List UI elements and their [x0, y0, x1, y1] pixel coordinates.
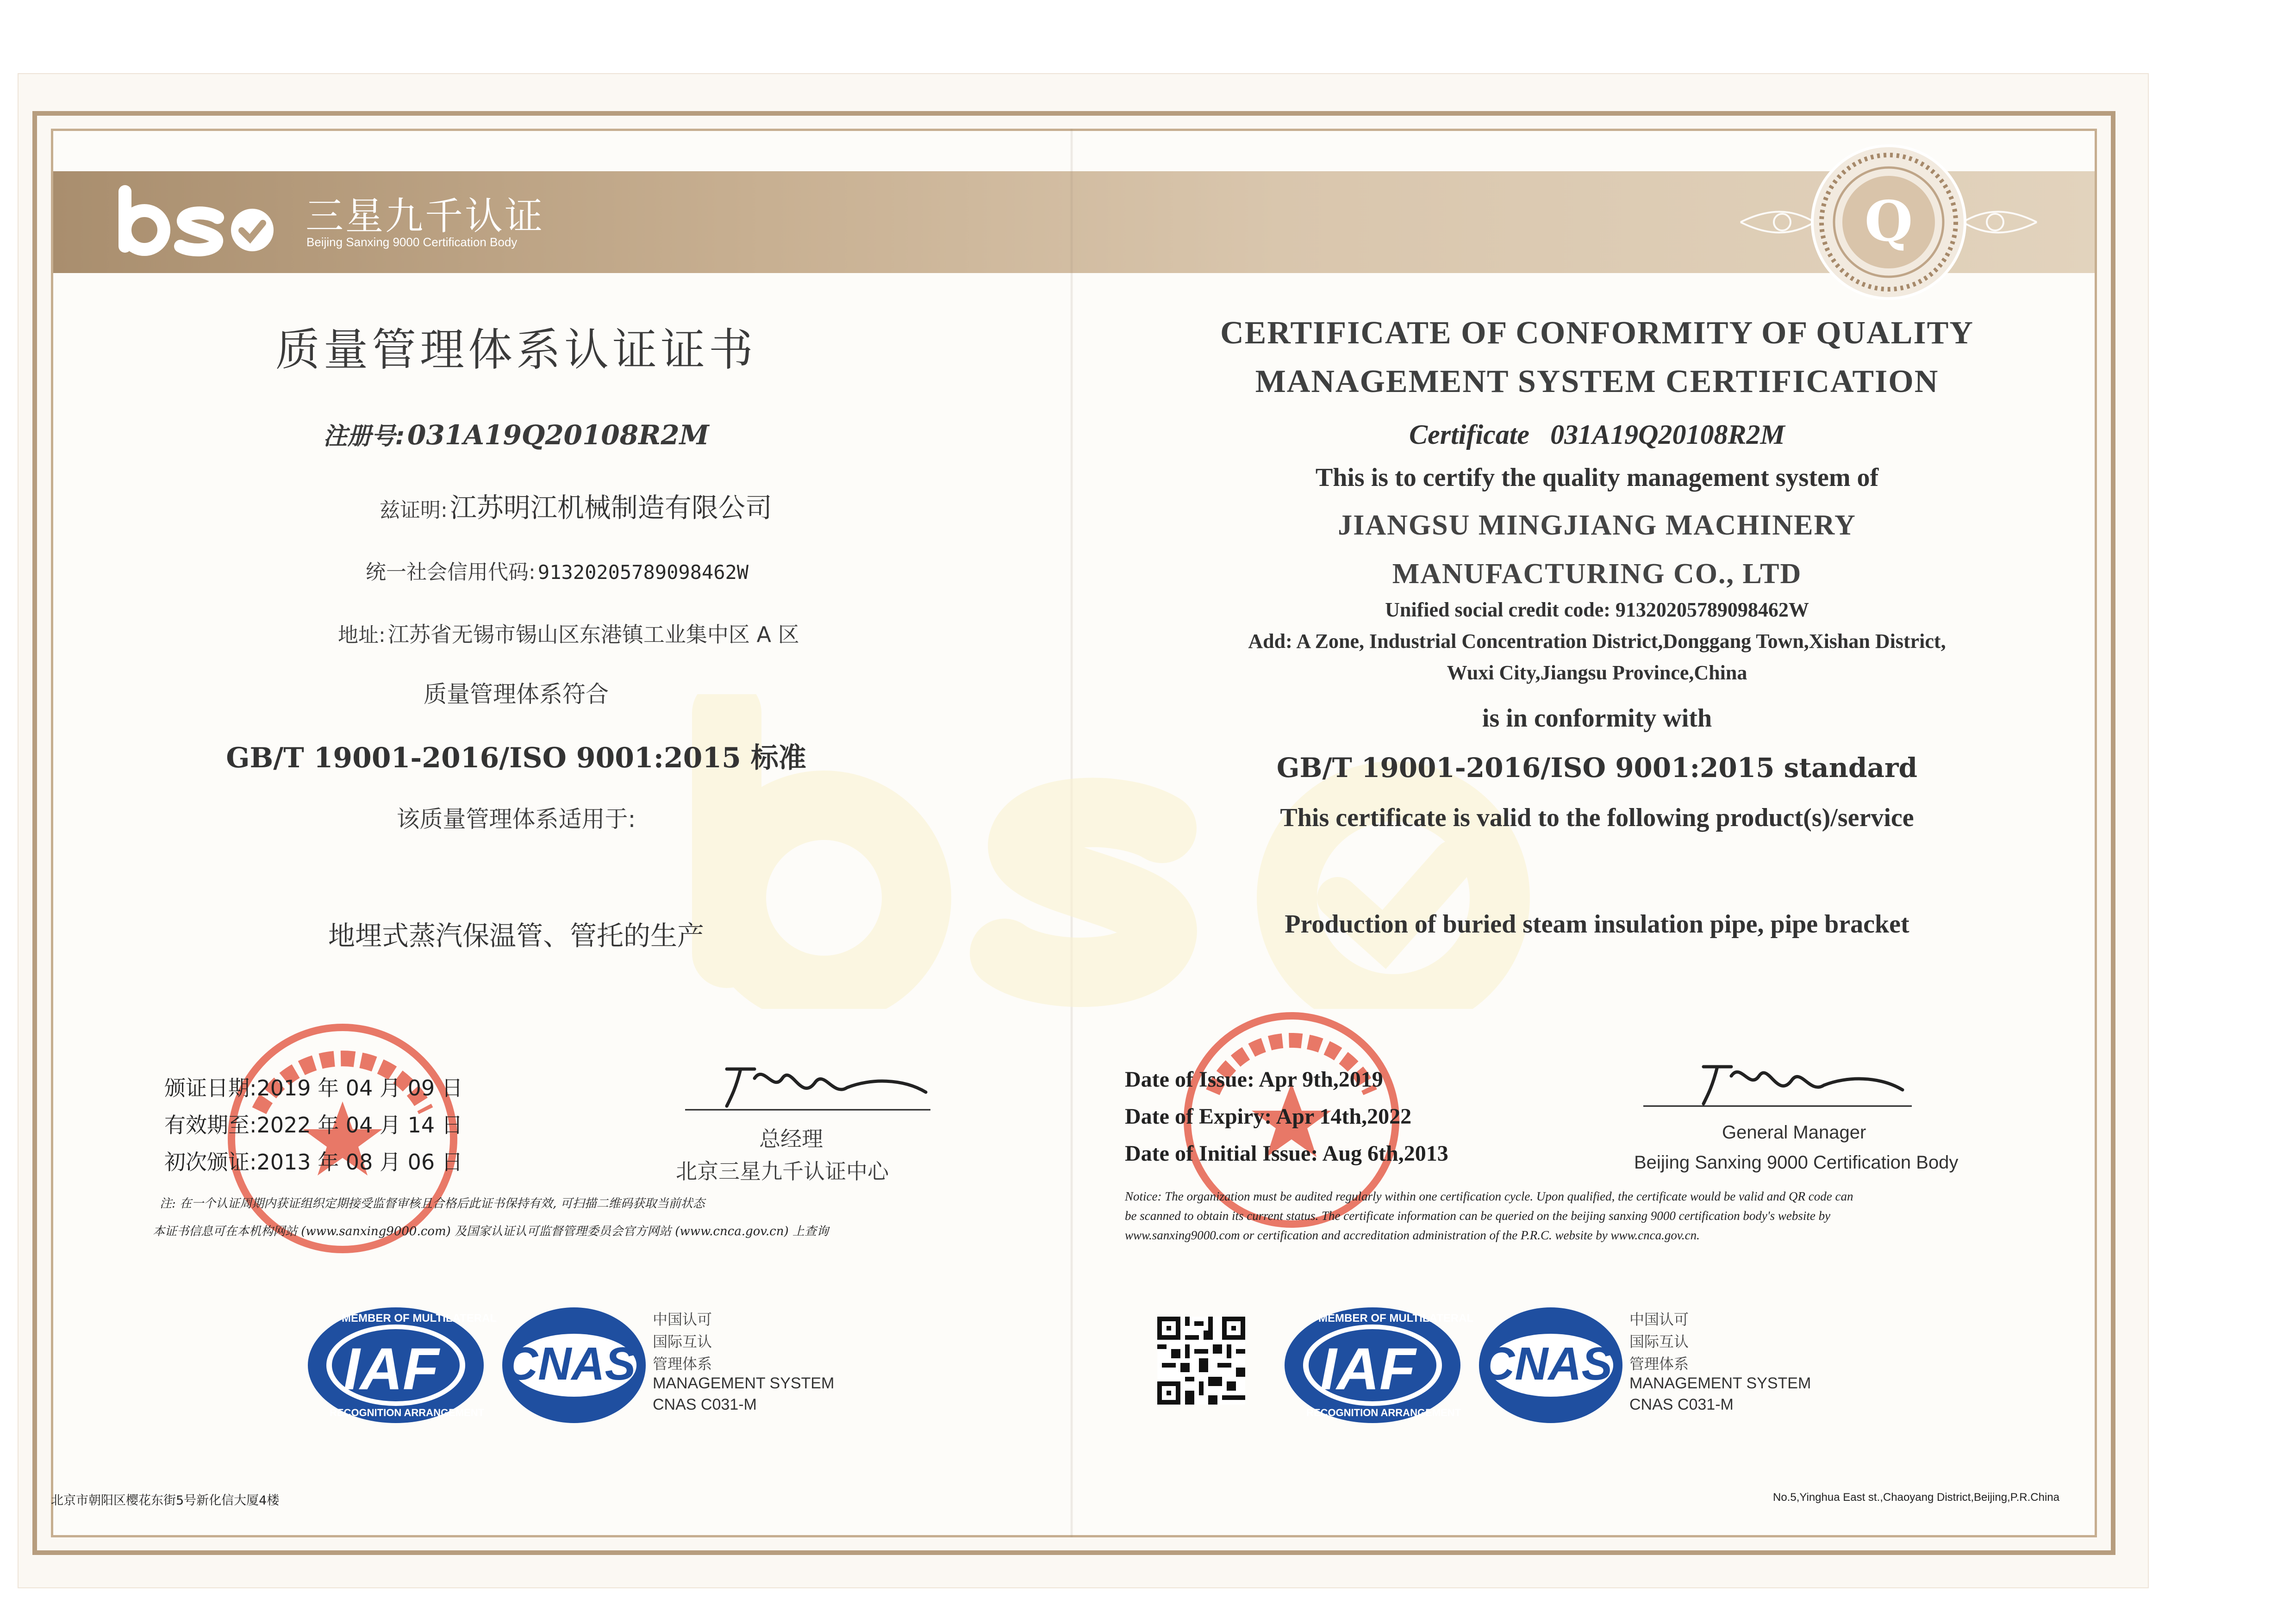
cn-certify-label: 兹证明: [380, 498, 448, 522]
cn-expiry-label: 有效期至: [164, 1113, 257, 1138]
bsc-logo-icon [111, 181, 278, 260]
cn-scope: 地埋式蒸汽保温管、管托的生产 [328, 920, 704, 951]
cn-footer-address: 北京市朝阳区樱花东街5号新化信大厦4楼 [51, 1493, 280, 1508]
en-cert-label: Certificate [1409, 419, 1530, 450]
en-valid-text: This certificate is valid to the following product(s)/service [1280, 803, 1914, 832]
acc-cn-line2: 国际互认 [653, 1333, 712, 1350]
cn-title: 质量管理体系认证证书 [275, 324, 757, 376]
cn-signer-org: 北京三星九千认证中心 [676, 1159, 889, 1184]
iaf-ring-top-right: MEMBER OF MULTILATERAL [1318, 1312, 1474, 1325]
cn-certify-row [380, 486, 772, 525]
en-company-line2: MANUFACTURING CO., LTD [1392, 558, 1802, 590]
acc-en-line1-right: MANAGEMENT SYSTEM [1629, 1374, 1811, 1392]
cn-initial-row [164, 1145, 463, 1176]
cn-expiry-date: 2022 年 04 月 14 日 [256, 1113, 463, 1138]
cn-address-label: 地址: [338, 623, 386, 647]
cn-issue-date: 2019 年 04 月 09 日 [256, 1076, 463, 1101]
acc-cn-line1: 中国认可 [653, 1311, 712, 1328]
cn-note-line1: 注: 在一个认证周期内获证组织定期接受监督审核且合格后此证书保持有效, 可扫描二维码获取当前状态 [160, 1197, 705, 1211]
cn-credit-code: 91320205789098462W [537, 561, 749, 584]
cn-initial-date: 2013 年 08 月 06 日 [256, 1150, 463, 1175]
svg-text:Q: Q [1864, 189, 1913, 254]
cnas-text-right: CNAS [1481, 1338, 1613, 1390]
handwritten-signature-right-icon [1643, 1048, 1921, 1113]
en-scope: Production of buried steam insulation pipe, pipe bracket [1285, 910, 1909, 939]
iaf-text: IAF [343, 1336, 439, 1402]
en-cert-row [1129, 419, 2065, 451]
acc-en-line1: MANAGEMENT SYSTEM [653, 1374, 835, 1392]
iaf-ring-bottom-right: RECOGNITION ARRANGEMENT [1306, 1407, 1461, 1418]
cn-reg-row [111, 417, 921, 451]
brand-name-en: Beijing Sanxing 9000 Certification Body [306, 235, 518, 249]
en-signer-title: General Manager [1722, 1122, 1866, 1143]
acc-cn-line3-right: 管理体系 [1629, 1355, 1689, 1373]
cn-initial-label: 初次颁证: [164, 1150, 257, 1175]
en-address-line1: Add: A Zone, Industrial Concentration District,Donggang Town,Xishan District, [1248, 630, 1946, 653]
en-standard: GB/T 19001-2016/ISO 9001:2015 standard [1276, 752, 1918, 784]
handwritten-signature-icon [685, 1051, 935, 1115]
en-initial: Date of Initial Issue: Aug 6th,2013 [1125, 1141, 1448, 1166]
en-certify-text: This is to certify the quality management system of [1315, 463, 1879, 492]
acc-cn-line2-right: 国际互认 [1629, 1333, 1689, 1350]
iaf-ring-bottom: RECOGNITION ARRANGEMENT [330, 1407, 485, 1418]
cn-credit-label: 统一社会信用代码: [366, 560, 536, 584]
cn-standard: GB/T 19001-2016/ISO 9001:2015 标准 [226, 742, 806, 774]
en-signer-org: Beijing Sanxing 9000 Certification Body [1634, 1152, 1959, 1173]
acc-en-line2: CNAS C031-M [653, 1396, 757, 1413]
cn-reg-label: 注册号: [323, 423, 405, 450]
cn-scope-intro: 该质量管理体系适用于: [396, 806, 636, 833]
en-issue: Date of Issue: Apr 9th,2019 [1125, 1067, 1383, 1092]
cn-conform-text: 质量管理体系符合 [424, 681, 609, 708]
en-note-line2: be scanned to obtain its current status. The certificate information can be queried on the beijing sanxing 9000 certification body's website by [1125, 1209, 1831, 1223]
qr-code-icon[interactable] [1157, 1317, 1245, 1405]
q-medal-icon [1731, 139, 2046, 305]
en-cert-no: 031A19Q20108R2M [1550, 419, 1785, 450]
en-title-line2: MANAGEMENT SYSTEM CERTIFICATION [1255, 364, 1939, 399]
cn-expiry-row [164, 1108, 463, 1139]
cn-issue-label: 颁证日期: [164, 1076, 257, 1101]
acc-en-line2-right: CNAS C031-M [1629, 1396, 1734, 1413]
iaf-text-right: IAF [1320, 1336, 1416, 1402]
iaf-ring-top: MEMBER OF MULTILATERAL [342, 1312, 497, 1325]
cn-note-line2: 本证书信息可在本机构网站 (www.sanxing9000.com) 及国家认证认可监督管理委员会官方网站 (www.cnca.gov.cn) 上查询 [153, 1225, 829, 1238]
en-address-line2: Wuxi City,Jiangsu Province,China [1447, 661, 1747, 684]
en-company-line1: JIANGSU MINGJIANG MACHINERY [1338, 510, 1856, 541]
brand-name-cn: 三星九千认证 [306, 194, 545, 238]
acc-cn-line1-right: 中国认可 [1629, 1311, 1689, 1328]
en-note-line3: www.sanxing9000.com or certification and accreditation administration of the P.R.C. website by www.cnca.gov.cn. [1125, 1228, 1700, 1242]
cn-issue-row [164, 1071, 463, 1102]
cn-address: 江苏省无锡市锡山区东港镇工业集中区 A 区 [387, 622, 799, 647]
cn-reg-no: 031A19Q20108R2M [407, 419, 709, 451]
cn-signer-title: 总经理 [759, 1126, 823, 1151]
cnas-text: CNAS [505, 1338, 636, 1390]
en-note-line1: Notice: The organization must be audited regularly within one certification cycle. Upon qualified, the certificate would be valid and QR code can [1125, 1189, 1853, 1203]
cn-address-row [338, 618, 799, 648]
en-title-line1: CERTIFICATE OF CONFORMITY OF QUALITY [1220, 315, 1974, 351]
en-credit: Unified social credit code: 91320205789098462W [1385, 598, 1809, 621]
acc-cn-line3: 管理体系 [653, 1355, 712, 1373]
en-expiry: Date of Expiry: Apr 14th,2022 [1125, 1104, 1412, 1129]
en-footer-address: No.5,Yinghua East st.,Chaoyang District,Beijing,P.R.China [1773, 1491, 2059, 1504]
cn-company: 江苏明江机械制造有限公司 [449, 492, 772, 523]
en-conform-text: is in conformity with [1482, 704, 1712, 733]
cn-credit-row [366, 555, 749, 585]
